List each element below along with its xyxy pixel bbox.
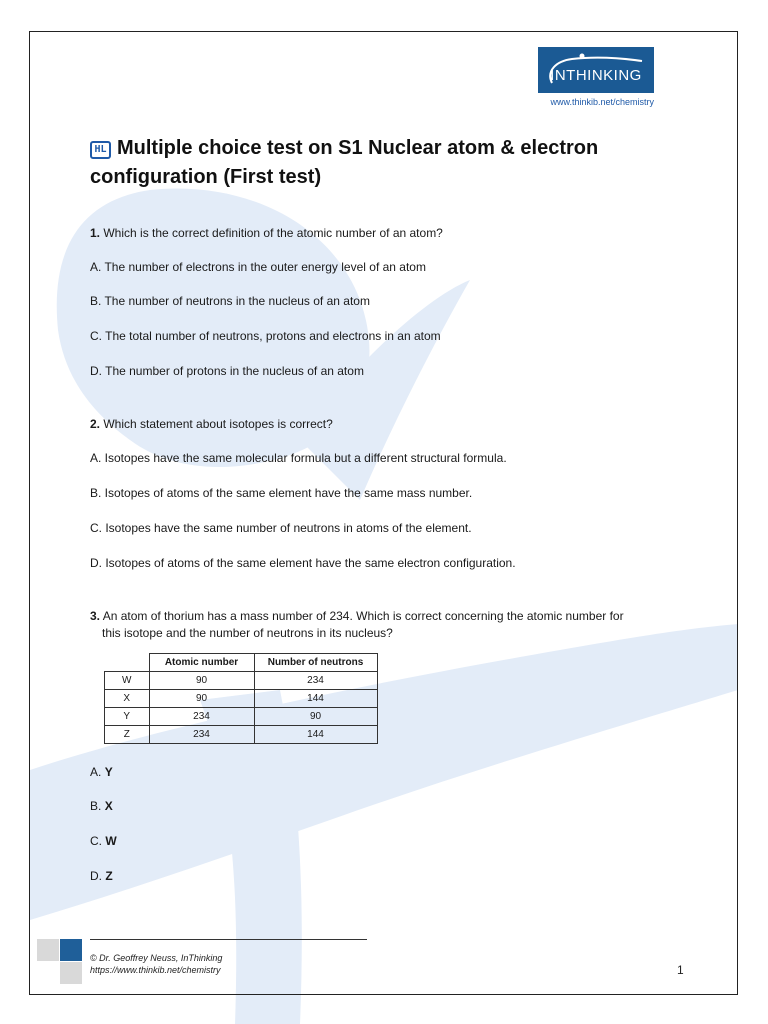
- question-number: 1.: [90, 226, 101, 240]
- footer-credit: [90, 952, 222, 976]
- q2-option-b: B. Isotopes of atoms of the same element have the same mass number.: [90, 486, 473, 500]
- table-row: [105, 672, 378, 690]
- table-cell: Y: [105, 708, 150, 726]
- table-cell: 234: [149, 708, 254, 726]
- logo-url: www.thinkib.net/chemistry: [550, 97, 654, 107]
- hl-badge-icon: HL: [90, 141, 111, 159]
- table-cell: 234: [149, 726, 254, 744]
- footer-square-blue: [60, 939, 82, 961]
- footer-square-grey: [60, 962, 82, 984]
- table-cell: W: [105, 672, 150, 690]
- table-row: [105, 690, 378, 708]
- q1-option-b: B. The number of neutrons in the nucleus of an atom: [90, 294, 370, 308]
- q1-option-a: A. The number of electrons in the outer energy level of an atom: [90, 260, 426, 274]
- table-cell: 144: [254, 726, 377, 744]
- q3-option-c: C. W: [90, 834, 117, 848]
- footer-author: © Dr. Geoffrey Neuss, InThinking: [90, 953, 223, 963]
- table-header-cell: Number of neutrons: [254, 654, 377, 672]
- q1-option-d: D. The number of protons in the nucleus of an atom: [90, 364, 364, 378]
- isotope-table: [104, 653, 378, 744]
- table-cell: X: [105, 690, 150, 708]
- q3-option-b: B. X: [90, 799, 113, 813]
- q1-option-c: C. The total number of neutrons, protons and electrons in an atom: [90, 329, 441, 343]
- q2-option-d: D. Isotopes of atoms of the same element have the same electron configuration.: [90, 556, 516, 570]
- q2-option-c: C. Isotopes have the same number of neutrons in atoms of the element.: [90, 521, 472, 535]
- table-cell: 90: [254, 708, 377, 726]
- q3-option-d: D. Z: [90, 869, 113, 883]
- table-header-cell: Atomic number: [149, 654, 254, 672]
- table-cell: 90: [149, 690, 254, 708]
- table-header-cell: [105, 654, 150, 672]
- footer-square-grey: [37, 939, 59, 961]
- question-number: 3.: [90, 609, 101, 623]
- footer-url: https://www.thinkib.net/chemistry: [90, 965, 221, 975]
- footer-rule: [90, 939, 367, 940]
- question-2-stem: 2. Which statement about isotopes is correct?: [90, 417, 333, 431]
- page-title: [90, 134, 690, 192]
- question-number: 2.: [90, 417, 101, 431]
- table-cell: Z: [105, 726, 150, 744]
- question-1-stem: 1. Which is the correct definition of the atomic number of an atom?: [90, 226, 443, 240]
- page-number: 1: [677, 963, 684, 977]
- table-cell: 144: [254, 690, 377, 708]
- table-header-row: [105, 654, 378, 672]
- table-row: [105, 708, 378, 726]
- title-text: Multiple choice test on S1 Nuclear atom & electron configuration (First test): [90, 137, 599, 188]
- q2-option-a: A. Isotopes have the same molecular formula but a different structural formula.: [90, 451, 507, 465]
- inthinking-logo: [538, 47, 654, 93]
- question-3-stem: 3. An atom of thorium has a mass number of 234. Which is correct concerning the atomic number for this isotope and the number of neutrons in its nucleus?: [90, 609, 624, 640]
- logo-text: INTHINKING: [550, 67, 642, 84]
- table-row: [105, 726, 378, 744]
- table-cell: 234: [254, 672, 377, 690]
- table-cell: 90: [149, 672, 254, 690]
- q3-option-a: A. Y: [90, 765, 113, 779]
